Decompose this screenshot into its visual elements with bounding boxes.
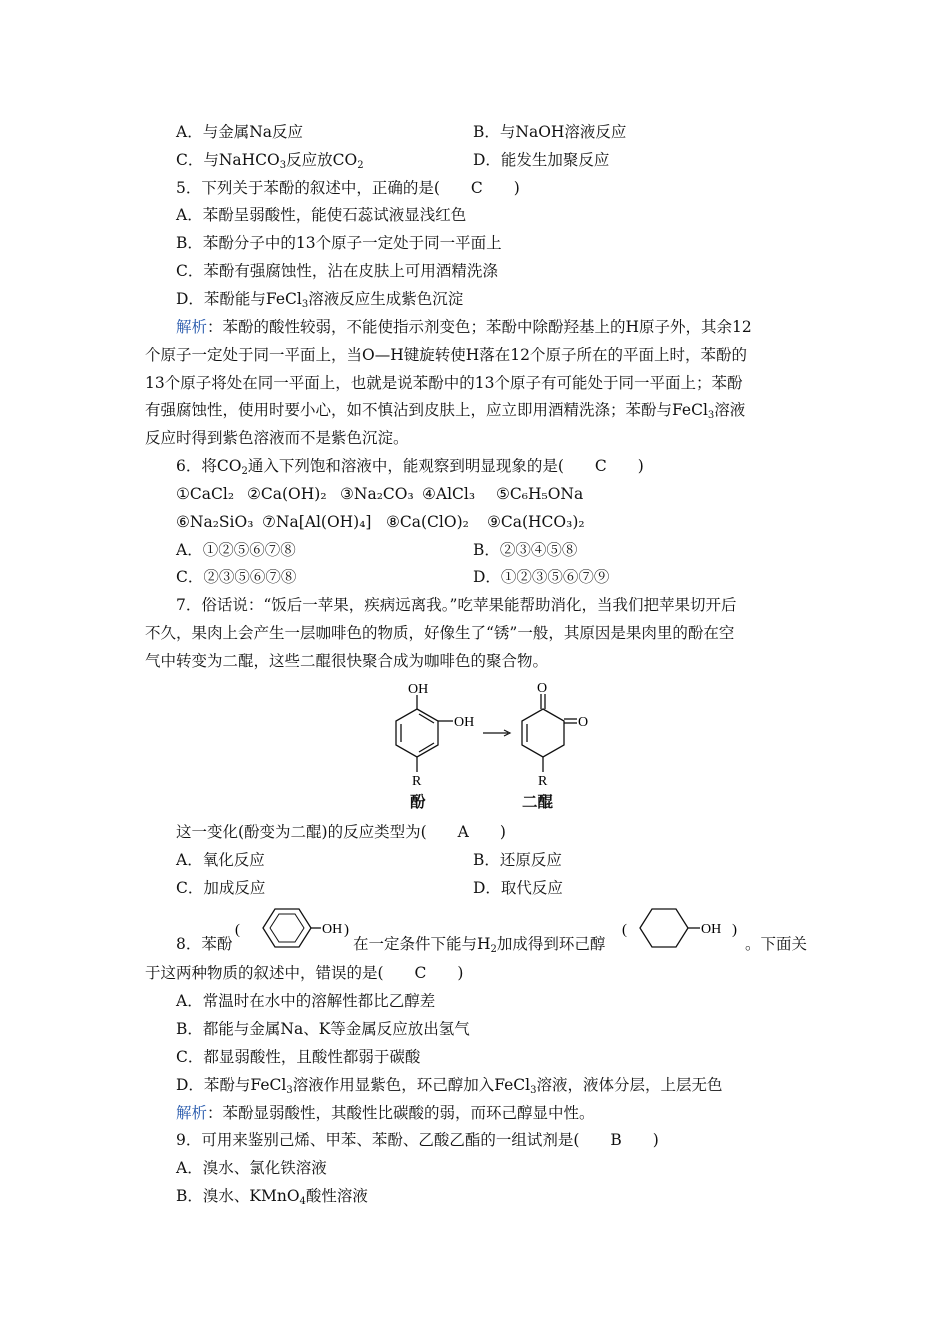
- q4-option-a: A．与金属Na反应: [176, 123, 303, 141]
- q4-option-c: C．与NaHCO$_3$反应放$CO_2$: [176, 151, 364, 171]
- q8-analysis: 解析：苯酚显弱酸性，其酸性比碳酸的弱，而环己醇显中性。: [176, 1104, 595, 1122]
- q7-text: 7．俗话说：“饭后一苹果，疾病远离我。”吃苹果能帮助消化，当我们把苹果切开后: [176, 596, 737, 614]
- q5-analysis-line: 个原子一定处于同一平面上，当O—H键旋转使H落在12个原子所在的平面上时，苯酚的: [145, 346, 747, 364]
- q8-stem: 。下面关: [745, 935, 808, 953]
- q8-stem: 8．苯酚: [176, 935, 233, 953]
- q7-text: 气中转变为二醌，这些二醌很快聚合成为咖啡色的聚合物。: [145, 652, 549, 670]
- quinone-structure: [522, 694, 577, 772]
- q7-text: 不久，果肉上会产生一层咖啡色的物质，好像生了“锈”一般，其原因是果肉里的酚在空: [145, 624, 735, 642]
- analysis-label: 解析: [176, 1104, 208, 1122]
- q5-stem: 5．下列关于苯酚的叙述中，正确的是( C ): [176, 179, 520, 197]
- q6-item: ⑦Na[Al(OH)₄]: [262, 513, 372, 531]
- q5-option-d: D．苯酚能与FeCl$_3$溶液反应生成紫色沉淀: [176, 290, 464, 310]
- q5-option-c: C．苯酚有强腐蚀性，沾在皮肤上可用酒精洗涤: [176, 262, 498, 280]
- q7-option-b: B．还原反应: [473, 851, 562, 869]
- hydroxyl-label: OH: [322, 922, 343, 937]
- q6-item: ①CaCl₂: [176, 485, 235, 503]
- catechol-structure: [396, 695, 453, 772]
- phenol-structure-inline: [233, 904, 351, 952]
- q7-option-a: A．氧化反应: [176, 851, 265, 869]
- q5-option-a: A．苯酚呈弱酸性，能使石蕊试液显浅红色: [176, 206, 467, 224]
- q7-option-d: D．取代反应: [473, 879, 563, 897]
- analysis-label: 解析: [176, 318, 208, 336]
- svg-text:(: (: [622, 922, 627, 938]
- oxygen-label: O: [578, 715, 589, 730]
- q6-item: ⑨Ca(HCO₃)₂: [487, 513, 585, 531]
- q6-option-b: B．②③④⑤⑧: [473, 541, 578, 559]
- q8-option-c: C．都显弱酸性，且酸性都弱于碳酸: [176, 1048, 421, 1066]
- q6-option-d: D．①②③⑤⑥⑦⑨: [473, 568, 610, 586]
- q5-analysis-line: 解析：苯酚的酸性较弱，不能使指示剂变色；苯酚中除酚羟基上的H原子外，其余12: [176, 318, 752, 336]
- q8-stem: 在一定条件下能与$H_2$加成得到环己醇: [353, 935, 606, 955]
- q9-stem: 9．可用来鉴别己烯、甲苯、苯酚、乙酸乙酯的一组试剂是( B ): [176, 1131, 659, 1149]
- q6-option-c: C．②③⑤⑥⑦⑧: [176, 568, 297, 586]
- cyclohexanol-structure-inline: [620, 904, 745, 952]
- hydroxyl-label: OH: [408, 682, 429, 697]
- q7-option-c: C．加成反应: [176, 879, 266, 897]
- quinone-caption: 二醌: [522, 792, 554, 811]
- q4-option-b: B．与NaOH溶液反应: [473, 123, 627, 141]
- q8-option-d: D．苯酚与FeCl$_3$溶液作用显紫色，环己醇加入FeCl$_3$溶液，液体分层，上层无色: [176, 1076, 723, 1096]
- q6-stem: 6．将$CO_2$通入下列饱和溶液中，能观察到明显现象的是( C ): [176, 457, 644, 477]
- hydroxyl-label: OH: [701, 922, 722, 937]
- oxygen-label: O: [537, 681, 548, 696]
- q6-item: ⑥Na₂SiO₃: [176, 513, 254, 531]
- q6-item: ③Na₂CO₃: [340, 485, 414, 503]
- q9-option-b: B．溴水、KMnO$_4$酸性溶液: [176, 1187, 368, 1207]
- q6-item: ②Ca(OH)₂: [247, 485, 327, 503]
- q6-item: ⑤C₆H₅ONa: [496, 485, 584, 503]
- q6-item: ④AlCl₃: [422, 485, 476, 503]
- svg-text:): ): [732, 922, 737, 938]
- phenol-caption: 酚: [410, 792, 426, 811]
- svg-text:): ): [344, 922, 349, 938]
- hydroxyl-label: OH: [454, 715, 475, 730]
- q5-analysis-line: 有强腐蚀性，使用时要小心，如不慎沾到皮肤上，应立即用酒精洗涤；苯酚与FeCl$_3$溶液: [145, 401, 746, 421]
- q5-option-b: B．苯酚分子中的13个原子一定处于同一平面上: [176, 234, 502, 252]
- q4-option-d: D．能发生加聚反应: [473, 151, 610, 169]
- q6-item: ⑧Ca(ClO)₂: [386, 513, 469, 531]
- r-group-label: R: [538, 774, 548, 789]
- q5-analysis-line: 13个原子将处在同一平面上，也就是说苯酚中的13个原子有可能处于同一平面上；苯酚: [145, 374, 743, 392]
- q8-option-a: A．常温时在水中的溶解性都比乙醇差: [176, 992, 436, 1010]
- q8-option-b: B．都能与金属Na、K等金属反应放出氢气: [176, 1020, 470, 1038]
- q5-analysis-line: 反应时得到紫色溶液而不是紫色沉淀。: [145, 429, 409, 447]
- svg-text:(: (: [235, 922, 240, 938]
- q6-option-a: A．①②⑤⑥⑦⑧: [176, 541, 296, 559]
- q8-stem: 于这两种物质的叙述中，错误的是( C ): [145, 964, 464, 982]
- q9-option-a: A．溴水、氯化铁溶液: [176, 1159, 327, 1177]
- r-group-label: R: [412, 774, 422, 789]
- q7-stem: 这一变化(酚变为二醌)的反应类型为( A ): [176, 823, 506, 841]
